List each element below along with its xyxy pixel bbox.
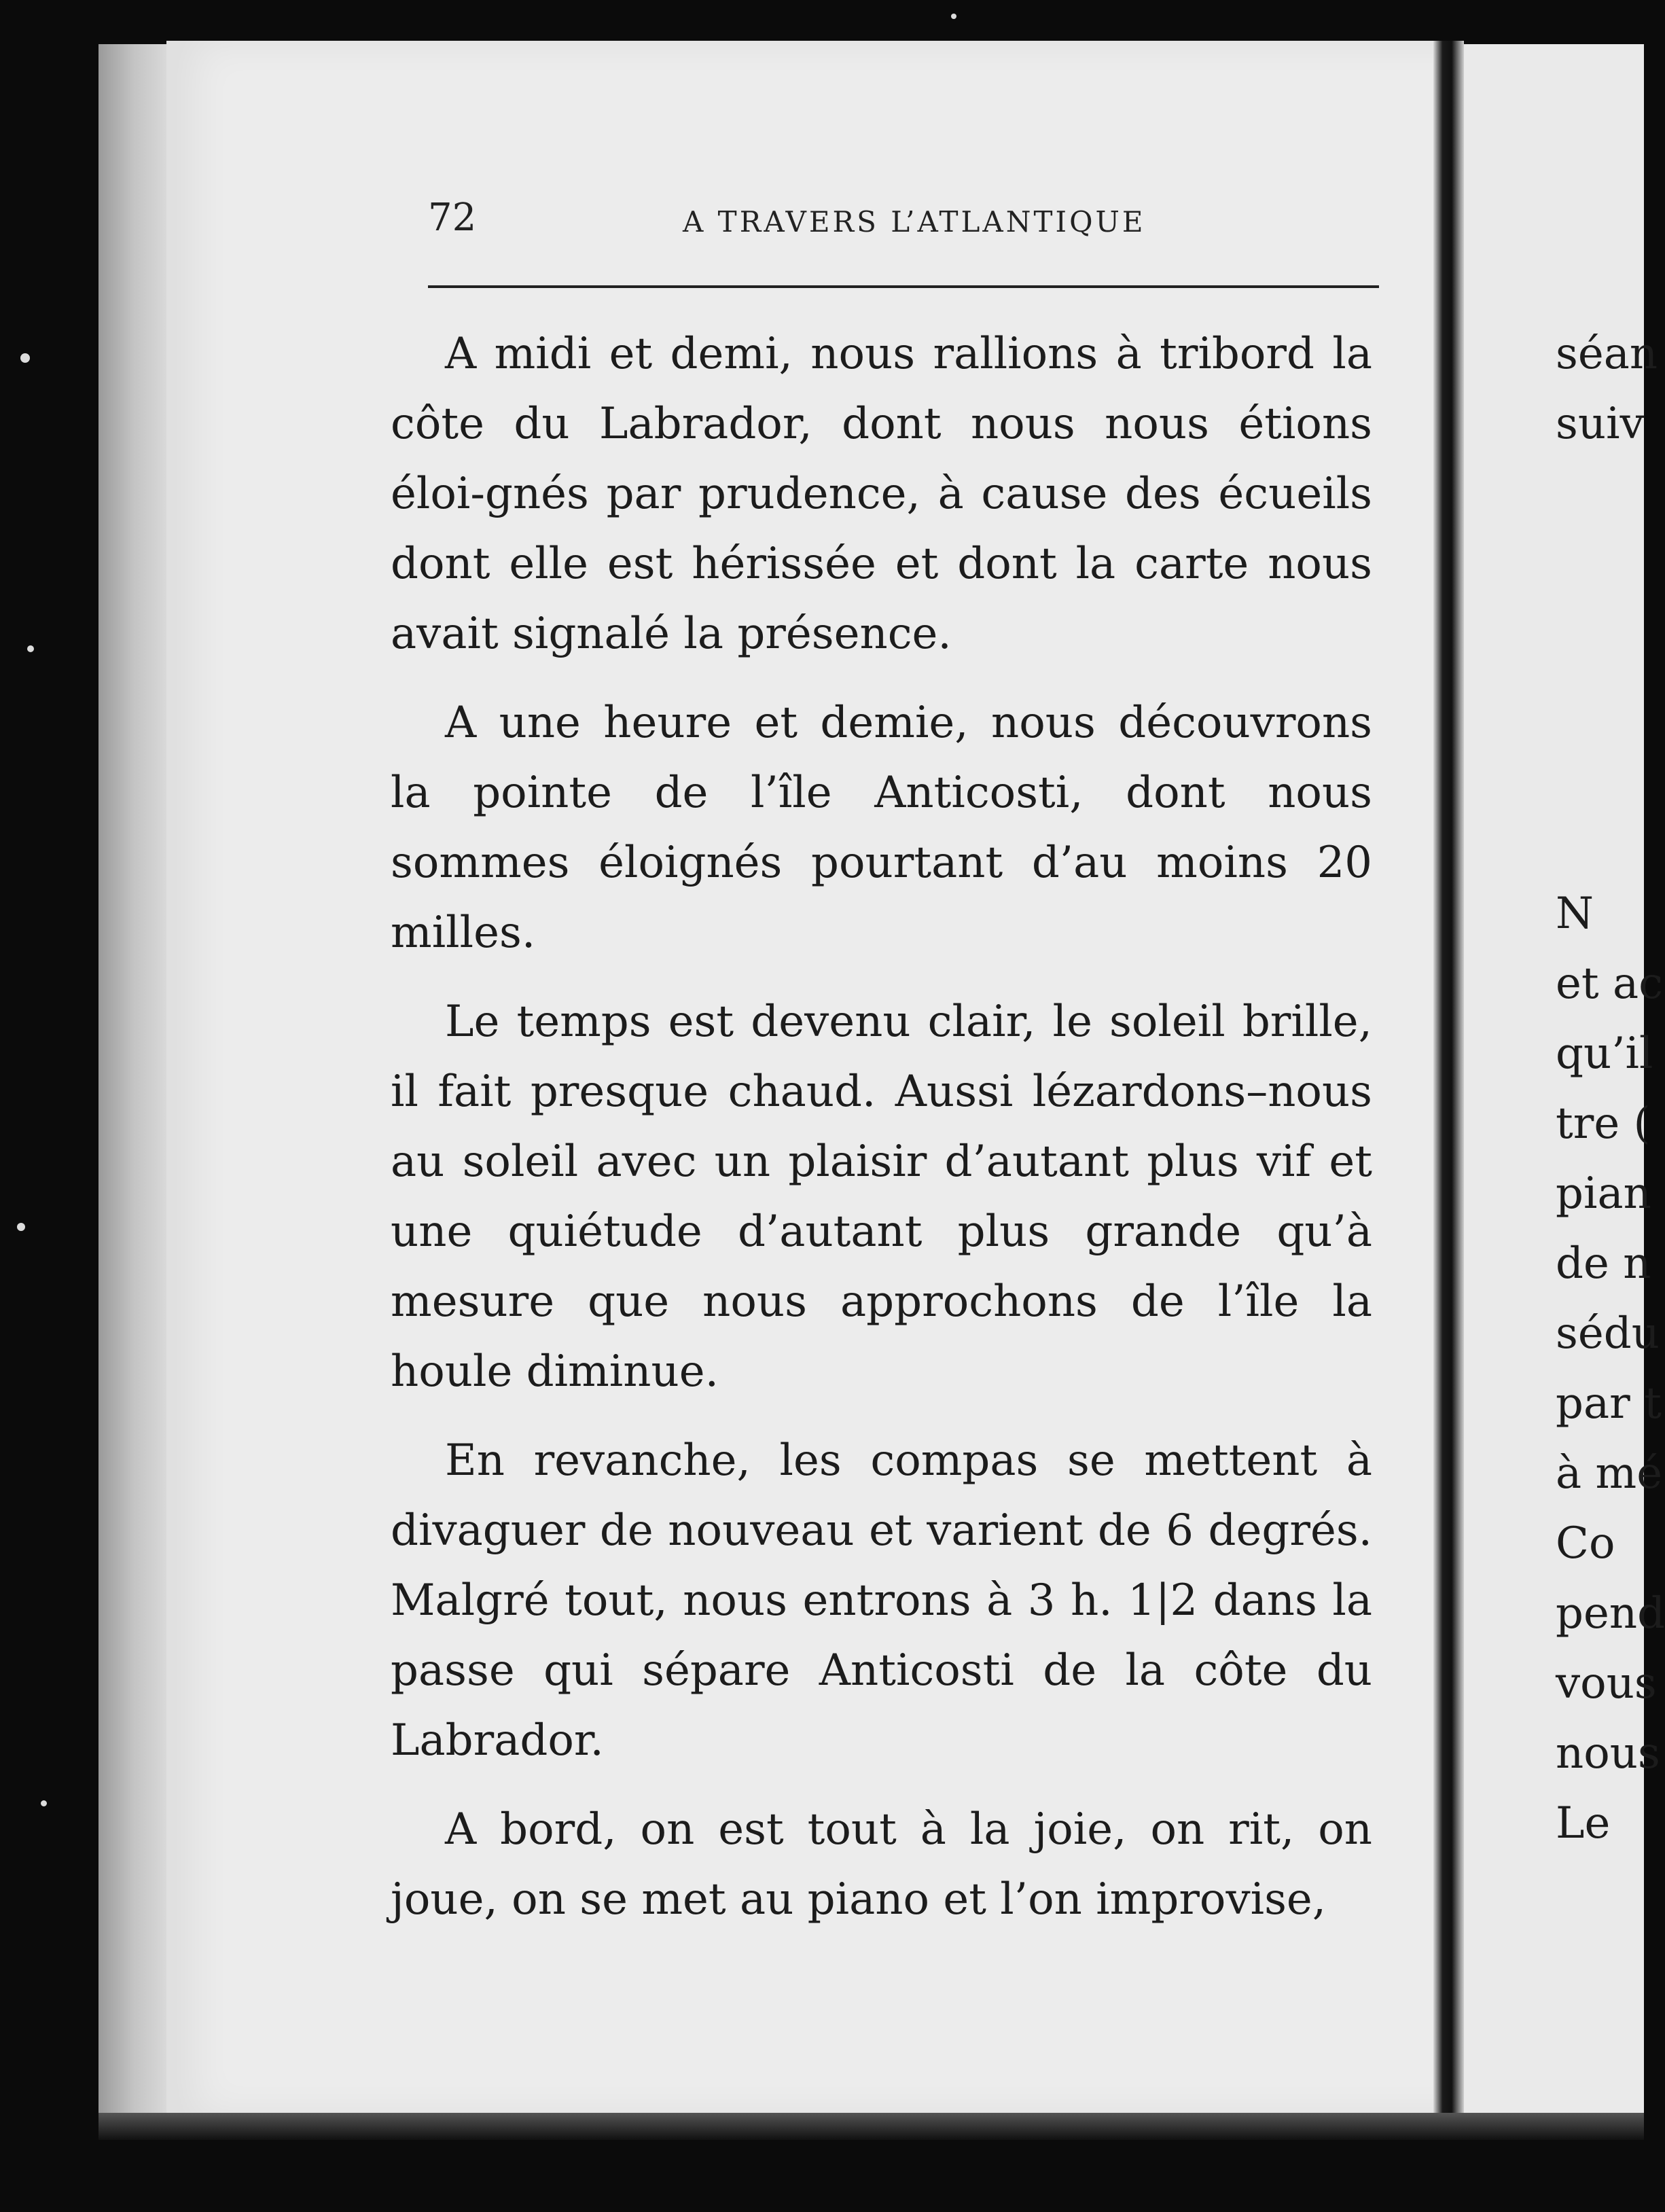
facing-line: qu’il	[1556, 1029, 1653, 1079]
page-bottom-shadow	[99, 2113, 1644, 2140]
facing-line: et ac	[1556, 959, 1663, 1009]
facing-line	[1556, 669, 1644, 739]
facing-line	[1556, 599, 1644, 669]
facing-line: suiv	[1556, 399, 1645, 449]
dust-speck	[41, 1800, 47, 1806]
facing-line: tre (	[1556, 1099, 1651, 1149]
paragraph: En revanche, les compas se mettent à divaguer de nouveau et varient de 6 degrés. Malgré tout, nous entrons à 3 h. 1|2 dans la passe qui sépare Anticosti de la côte du Labrador.	[391, 1435, 1372, 1766]
facing-line	[1556, 739, 1644, 809]
facing-line: par t	[1556, 1378, 1662, 1429]
page-header	[428, 196, 1379, 250]
facing-line: pend	[1556, 1588, 1665, 1639]
paragraph: A midi et demi, nous rallions à tribord la côte du Labrador, dont nous nous étions éloi-gnés par prudence, à cause des écueils dont elle est hérissée et dont la carte nous avait signalé la présence.	[391, 329, 1372, 659]
dust-speck	[17, 1223, 25, 1231]
facing-line: séan	[1556, 329, 1658, 379]
paragraph: A une heure et demie, nous découvrons la pointe de l’île Anticosti, dont nous sommes éloignés pourtant d’au moins 20 milles.	[391, 698, 1372, 958]
dust-speck	[20, 353, 30, 363]
facing-line: nous	[1556, 1728, 1660, 1779]
facing-line: à mé	[1556, 1448, 1663, 1499]
dust-speck	[27, 645, 34, 652]
dust-speck	[951, 14, 956, 19]
book-gutter	[1433, 41, 1464, 2116]
facing-line: de n	[1556, 1238, 1651, 1289]
running-title: A TRAVERS L’ATLANTIQUE	[683, 205, 1146, 238]
facing-line: Co	[1556, 1518, 1615, 1569]
paragraph: Le temps est devenu clair, le soleil brille, il fait presque chaud. Aussi lézardons–nous au soleil avec un plaisir d’autant plus vif et une quiétude d’autant plus grande qu’à mesure que nous approchons de l’île la houle diminue.	[391, 997, 1372, 1397]
facing-line	[1556, 809, 1644, 879]
facing-line: Le	[1556, 1798, 1611, 1849]
facing-line: pian	[1556, 1169, 1651, 1219]
facing-line: sédu	[1556, 1308, 1660, 1359]
facing-page-text	[1556, 319, 1665, 1859]
body-text	[391, 319, 1372, 1954]
facing-line	[1556, 529, 1644, 599]
facing-line: vous	[1556, 1658, 1657, 1709]
page-number: 72	[428, 196, 477, 240]
facing-line: N	[1556, 889, 1594, 939]
paragraph: A bord, on est tout à la joie, on rit, on joue, on se met au piano et l’on improvise,	[391, 1804, 1372, 1925]
facing-line	[1556, 459, 1644, 529]
header-rule	[428, 285, 1379, 288]
